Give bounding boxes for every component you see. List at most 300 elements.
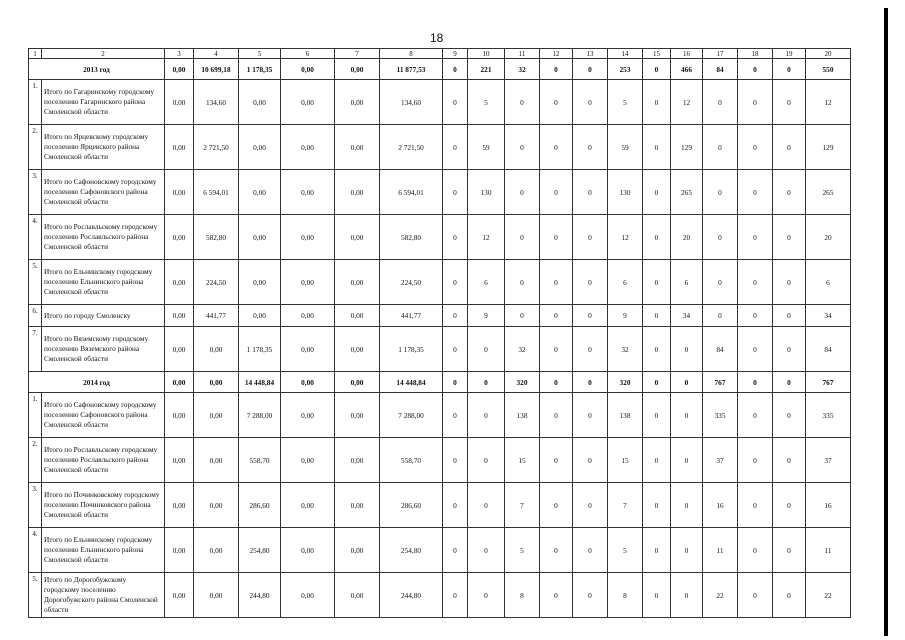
row-name: Итого по Сафоновскому городскому поселению Сафоновского района Смоленской области	[42, 170, 165, 215]
value-cell: 0	[773, 80, 806, 125]
value-cell: 558,70	[380, 438, 443, 483]
value-cell: 0	[540, 327, 573, 372]
value-cell: 32	[608, 327, 643, 372]
value-cell: 0	[505, 215, 540, 260]
table-row	[29, 260, 851, 305]
value-cell: 0	[738, 215, 773, 260]
row-number: 6.	[29, 305, 42, 327]
year-label: 2013 год	[29, 59, 165, 80]
value-cell: 0	[573, 80, 608, 125]
value-cell: 0	[643, 573, 671, 618]
value-cell: 0	[468, 483, 505, 528]
value-cell: 0	[643, 125, 671, 170]
value-cell: 0	[738, 393, 773, 438]
total-cell: 767	[703, 372, 738, 393]
value-cell: 1 178,35	[380, 327, 443, 372]
row-number: 1.	[29, 80, 42, 125]
total-cell: 0	[643, 372, 671, 393]
value-cell: 0	[468, 438, 505, 483]
value-cell: 0	[540, 125, 573, 170]
value-cell: 0	[703, 170, 738, 215]
value-cell: 0	[738, 438, 773, 483]
row-number: 5.	[29, 260, 42, 305]
value-cell: 0,00	[165, 393, 194, 438]
value-cell: 0	[443, 215, 468, 260]
value-cell: 0	[643, 215, 671, 260]
total-cell: 14 448,84	[380, 372, 443, 393]
row-name: Итого по Ельнинскому городскому поселению Ельнинского района Смоленской области	[42, 528, 165, 573]
value-cell: 224,50	[380, 260, 443, 305]
total-cell: 0	[443, 372, 468, 393]
value-cell: 5	[505, 528, 540, 573]
total-cell: 0,00	[165, 372, 194, 393]
value-cell: 7 288,00	[239, 393, 281, 438]
value-cell: 0,00	[165, 260, 194, 305]
column-header-1: 1	[29, 49, 42, 59]
value-cell: 335	[703, 393, 738, 438]
table-row	[29, 573, 851, 618]
value-cell: 0	[643, 528, 671, 573]
value-cell: 0	[573, 305, 608, 327]
value-cell: 0	[703, 80, 738, 125]
value-cell: 15	[608, 438, 643, 483]
value-cell: 37	[703, 438, 738, 483]
column-header-19: 19	[773, 49, 806, 59]
value-cell: 0	[773, 438, 806, 483]
column-header-15: 15	[643, 49, 671, 59]
value-cell: 0	[773, 327, 806, 372]
total-cell: 14 448,84	[239, 372, 281, 393]
value-cell: 0,00	[194, 438, 239, 483]
year-label: 2014 год	[29, 372, 165, 393]
value-cell: 9	[468, 305, 505, 327]
value-cell: 12	[608, 215, 643, 260]
column-header-3: 3	[165, 49, 194, 59]
value-cell: 0	[443, 438, 468, 483]
value-cell: 0,00	[165, 528, 194, 573]
value-cell: 6	[671, 260, 703, 305]
value-cell: 0,00	[335, 215, 380, 260]
value-cell: 0,00	[281, 125, 335, 170]
value-cell: 0	[643, 327, 671, 372]
value-cell: 0	[643, 393, 671, 438]
value-cell: 0	[703, 125, 738, 170]
value-cell: 0	[773, 483, 806, 528]
total-cell: 0	[540, 59, 573, 80]
table-row	[29, 215, 851, 260]
year-total-row	[29, 59, 851, 80]
value-cell: 134,60	[380, 80, 443, 125]
value-cell: 0	[540, 305, 573, 327]
value-cell: 0	[443, 528, 468, 573]
column-header-9: 9	[443, 49, 468, 59]
total-cell: 221	[468, 59, 505, 80]
value-cell: 0	[671, 438, 703, 483]
value-cell: 0,00	[335, 260, 380, 305]
value-cell: 5	[608, 528, 643, 573]
value-cell: 0	[643, 438, 671, 483]
value-cell: 129	[671, 125, 703, 170]
table-row	[29, 528, 851, 573]
value-cell: 16	[806, 483, 851, 528]
row-number: 2.	[29, 125, 42, 170]
value-cell: 0,00	[239, 260, 281, 305]
scan-edge-bar	[884, 8, 888, 636]
value-cell: 0	[738, 305, 773, 327]
value-cell: 0	[540, 215, 573, 260]
value-cell: 0	[773, 215, 806, 260]
value-cell: 0,00	[194, 393, 239, 438]
total-cell: 0,00	[335, 372, 380, 393]
page-number: 18	[430, 31, 444, 45]
total-cell: 0	[468, 372, 505, 393]
value-cell: 0	[573, 170, 608, 215]
column-header-13: 13	[573, 49, 608, 59]
value-cell: 59	[468, 125, 505, 170]
value-cell: 0,00	[165, 125, 194, 170]
row-name: Итого по Рославльскому городскому поселению Рославльского района Смоленской области	[42, 215, 165, 260]
value-cell: 0,00	[239, 80, 281, 125]
value-cell: 0	[573, 393, 608, 438]
value-cell: 0	[773, 305, 806, 327]
value-cell: 2 721,50	[380, 125, 443, 170]
value-cell: 0	[573, 573, 608, 618]
row-name: Итого по Сафоновскому городскому поселению Сафоновского района Смоленской области	[42, 393, 165, 438]
value-cell: 0,00	[165, 438, 194, 483]
value-cell: 0	[505, 80, 540, 125]
year-total-row	[29, 372, 851, 393]
value-cell: 6	[806, 260, 851, 305]
value-cell: 22	[703, 573, 738, 618]
value-cell: 254,80	[380, 528, 443, 573]
value-cell: 12	[806, 80, 851, 125]
value-cell: 0,00	[165, 573, 194, 618]
value-cell: 441,77	[380, 305, 443, 327]
value-cell: 0,00	[165, 215, 194, 260]
total-cell: 0	[773, 59, 806, 80]
value-cell: 6 594,01	[194, 170, 239, 215]
column-header-16: 16	[671, 49, 703, 59]
total-cell: 0	[773, 372, 806, 393]
value-cell: 0	[703, 305, 738, 327]
table-row	[29, 125, 851, 170]
value-cell: 0	[773, 260, 806, 305]
value-cell: 0	[671, 483, 703, 528]
row-name: Итого по Починковскому городскому поселению Починковского района Смоленской области	[42, 483, 165, 528]
column-header-12: 12	[540, 49, 573, 59]
total-cell: 0,00	[165, 59, 194, 80]
value-cell: 0	[671, 528, 703, 573]
value-cell: 0	[738, 170, 773, 215]
value-cell: 0	[773, 125, 806, 170]
column-header-5: 5	[239, 49, 281, 59]
value-cell: 0	[738, 125, 773, 170]
value-cell: 0	[540, 573, 573, 618]
value-cell: 1 178,35	[239, 327, 281, 372]
value-cell: 130	[468, 170, 505, 215]
column-header-17: 17	[703, 49, 738, 59]
value-cell: 244,80	[239, 573, 281, 618]
value-cell: 7	[608, 483, 643, 528]
value-cell: 0,00	[335, 573, 380, 618]
table-row	[29, 170, 851, 215]
value-cell: 0	[643, 483, 671, 528]
value-cell: 0	[738, 260, 773, 305]
table-row	[29, 305, 851, 327]
value-cell: 32	[505, 327, 540, 372]
value-cell: 0,00	[239, 215, 281, 260]
row-name: Итого по Рославльскому городскому поселению Рославльского района Смоленской области	[42, 438, 165, 483]
value-cell: 0	[468, 528, 505, 573]
value-cell: 0	[540, 260, 573, 305]
value-cell: 0	[468, 327, 505, 372]
total-cell: 0	[738, 59, 773, 80]
row-name: Итого по Вяземскому городскому поселению Вяземского района Смоленской области	[42, 327, 165, 372]
value-cell: 34	[671, 305, 703, 327]
value-cell: 0,00	[335, 305, 380, 327]
value-cell: 0	[738, 483, 773, 528]
data-table	[28, 48, 851, 618]
header-row	[29, 49, 851, 59]
value-cell: 254,80	[239, 528, 281, 573]
total-cell: 0,00	[281, 59, 335, 80]
value-cell: 0	[505, 125, 540, 170]
value-cell: 0,00	[194, 573, 239, 618]
value-cell: 11	[806, 528, 851, 573]
value-cell: 0	[443, 170, 468, 215]
value-cell: 16	[703, 483, 738, 528]
value-cell: 0	[573, 327, 608, 372]
total-cell: 0	[671, 372, 703, 393]
value-cell: 6	[468, 260, 505, 305]
total-cell: 320	[505, 372, 540, 393]
total-cell: 0,00	[335, 59, 380, 80]
row-number: 3.	[29, 483, 42, 528]
value-cell: 0	[671, 573, 703, 618]
value-cell: 7	[505, 483, 540, 528]
value-cell: 0	[443, 80, 468, 125]
value-cell: 0,00	[281, 573, 335, 618]
value-cell: 0	[443, 125, 468, 170]
total-cell: 10 699,18	[194, 59, 239, 80]
value-cell: 0,00	[281, 483, 335, 528]
value-cell: 335	[806, 393, 851, 438]
value-cell: 0,00	[165, 327, 194, 372]
value-cell: 0,00	[281, 305, 335, 327]
row-name: Итого по Гагаринскому городскому поселению Гагаринского района Смоленской области	[42, 80, 165, 125]
row-number: 1.	[29, 393, 42, 438]
value-cell: 20	[806, 215, 851, 260]
value-cell: 0	[505, 305, 540, 327]
total-cell: 0	[540, 372, 573, 393]
value-cell: 5	[608, 80, 643, 125]
total-cell: 253	[608, 59, 643, 80]
value-cell: 0,00	[335, 528, 380, 573]
value-cell: 0,00	[335, 80, 380, 125]
value-cell: 8	[505, 573, 540, 618]
value-cell: 0	[643, 170, 671, 215]
value-cell: 138	[505, 393, 540, 438]
table-row	[29, 483, 851, 528]
value-cell: 0	[643, 260, 671, 305]
table-row	[29, 393, 851, 438]
value-cell: 0,00	[239, 305, 281, 327]
total-cell: 466	[671, 59, 703, 80]
value-cell: 0	[443, 573, 468, 618]
value-cell: 59	[608, 125, 643, 170]
total-cell: 0	[573, 59, 608, 80]
value-cell: 0	[540, 393, 573, 438]
value-cell: 0,00	[281, 170, 335, 215]
row-name: Итого по Дорогобужскому городскому поселению Дорогобужского района Смоленской области	[42, 573, 165, 618]
value-cell: 244,80	[380, 573, 443, 618]
total-cell: 0,00	[281, 372, 335, 393]
value-cell: 0,00	[281, 260, 335, 305]
value-cell: 0	[573, 438, 608, 483]
value-cell: 0,00	[335, 393, 380, 438]
row-number: 3.	[29, 170, 42, 215]
value-cell: 8	[608, 573, 643, 618]
value-cell: 0,00	[239, 125, 281, 170]
column-header-18: 18	[738, 49, 773, 59]
value-cell: 11	[703, 528, 738, 573]
row-number: 7.	[29, 327, 42, 372]
value-cell: 0	[443, 260, 468, 305]
value-cell: 0	[738, 327, 773, 372]
value-cell: 0,00	[194, 483, 239, 528]
value-cell: 582,80	[380, 215, 443, 260]
value-cell: 0,00	[335, 483, 380, 528]
value-cell: 0,00	[335, 327, 380, 372]
table-row	[29, 327, 851, 372]
value-cell: 84	[703, 327, 738, 372]
column-header-10: 10	[468, 49, 505, 59]
table-body	[29, 49, 851, 618]
row-number: 4.	[29, 528, 42, 573]
value-cell: 2 721,50	[194, 125, 239, 170]
column-header-7: 7	[335, 49, 380, 59]
value-cell: 0	[443, 483, 468, 528]
value-cell: 0,00	[281, 438, 335, 483]
value-cell: 0,00	[281, 80, 335, 125]
value-cell: 0	[468, 393, 505, 438]
value-cell: 7 288,00	[380, 393, 443, 438]
value-cell: 0	[540, 80, 573, 125]
value-cell: 0	[738, 573, 773, 618]
total-cell: 0	[738, 372, 773, 393]
table-row	[29, 438, 851, 483]
value-cell: 0	[573, 125, 608, 170]
value-cell: 0	[643, 80, 671, 125]
value-cell: 0,00	[335, 170, 380, 215]
value-cell: 224,50	[194, 260, 239, 305]
value-cell: 0	[540, 438, 573, 483]
value-cell: 37	[806, 438, 851, 483]
value-cell: 0,00	[335, 125, 380, 170]
row-number: 4.	[29, 215, 42, 260]
value-cell: 0	[773, 573, 806, 618]
value-cell: 15	[505, 438, 540, 483]
column-header-8: 8	[380, 49, 443, 59]
total-cell: 0	[573, 372, 608, 393]
value-cell: 0	[738, 528, 773, 573]
total-cell: 11 877,53	[380, 59, 443, 80]
value-cell: 0,00	[194, 528, 239, 573]
value-cell: 138	[608, 393, 643, 438]
value-cell: 6 594,01	[380, 170, 443, 215]
value-cell: 0	[573, 528, 608, 573]
value-cell: 0	[468, 573, 505, 618]
table-row	[29, 80, 851, 125]
total-cell: 1 178,35	[239, 59, 281, 80]
value-cell: 265	[806, 170, 851, 215]
row-number: 2.	[29, 438, 42, 483]
value-cell: 20	[671, 215, 703, 260]
value-cell: 0,00	[165, 483, 194, 528]
value-cell: 0	[573, 215, 608, 260]
value-cell: 6	[608, 260, 643, 305]
column-header-4: 4	[194, 49, 239, 59]
value-cell: 0	[540, 528, 573, 573]
value-cell: 0	[443, 327, 468, 372]
value-cell: 0	[671, 327, 703, 372]
value-cell: 0	[505, 170, 540, 215]
value-cell: 0	[703, 215, 738, 260]
value-cell: 0	[443, 305, 468, 327]
value-cell: 0,00	[194, 327, 239, 372]
value-cell: 265	[671, 170, 703, 215]
column-header-20: 20	[806, 49, 851, 59]
value-cell: 0,00	[239, 170, 281, 215]
value-cell: 12	[468, 215, 505, 260]
value-cell: 22	[806, 573, 851, 618]
value-cell: 0,00	[165, 305, 194, 327]
total-cell: 320	[608, 372, 643, 393]
value-cell: 0	[540, 170, 573, 215]
value-cell: 0	[540, 483, 573, 528]
total-cell: 32	[505, 59, 540, 80]
value-cell: 286,60	[380, 483, 443, 528]
column-header-6: 6	[281, 49, 335, 59]
value-cell: 84	[806, 327, 851, 372]
value-cell: 286,60	[239, 483, 281, 528]
value-cell: 9	[608, 305, 643, 327]
value-cell: 582,80	[194, 215, 239, 260]
total-cell: 0	[643, 59, 671, 80]
value-cell: 0	[773, 393, 806, 438]
value-cell: 0	[573, 483, 608, 528]
value-cell: 0,00	[165, 80, 194, 125]
row-name: Итого по Ельнинскому городскому поселению Ельнинского района Смоленской области	[42, 260, 165, 305]
value-cell: 0,00	[281, 215, 335, 260]
value-cell: 0	[773, 528, 806, 573]
row-number: 5.	[29, 573, 42, 618]
total-cell: 84	[703, 59, 738, 80]
total-cell: 767	[806, 372, 851, 393]
value-cell: 34	[806, 305, 851, 327]
value-cell: 0	[773, 170, 806, 215]
value-cell: 0,00	[165, 170, 194, 215]
value-cell: 441,77	[194, 305, 239, 327]
value-cell: 0	[505, 260, 540, 305]
row-name: Итого по Ярцевскому городскому поселению Ярцевского района Смоленской области	[42, 125, 165, 170]
value-cell: 130	[608, 170, 643, 215]
value-cell: 5	[468, 80, 505, 125]
value-cell: 0	[703, 260, 738, 305]
value-cell: 134,60	[194, 80, 239, 125]
column-header-2: 2	[42, 49, 165, 59]
row-name: Итого по городу Смоленску	[42, 305, 165, 327]
